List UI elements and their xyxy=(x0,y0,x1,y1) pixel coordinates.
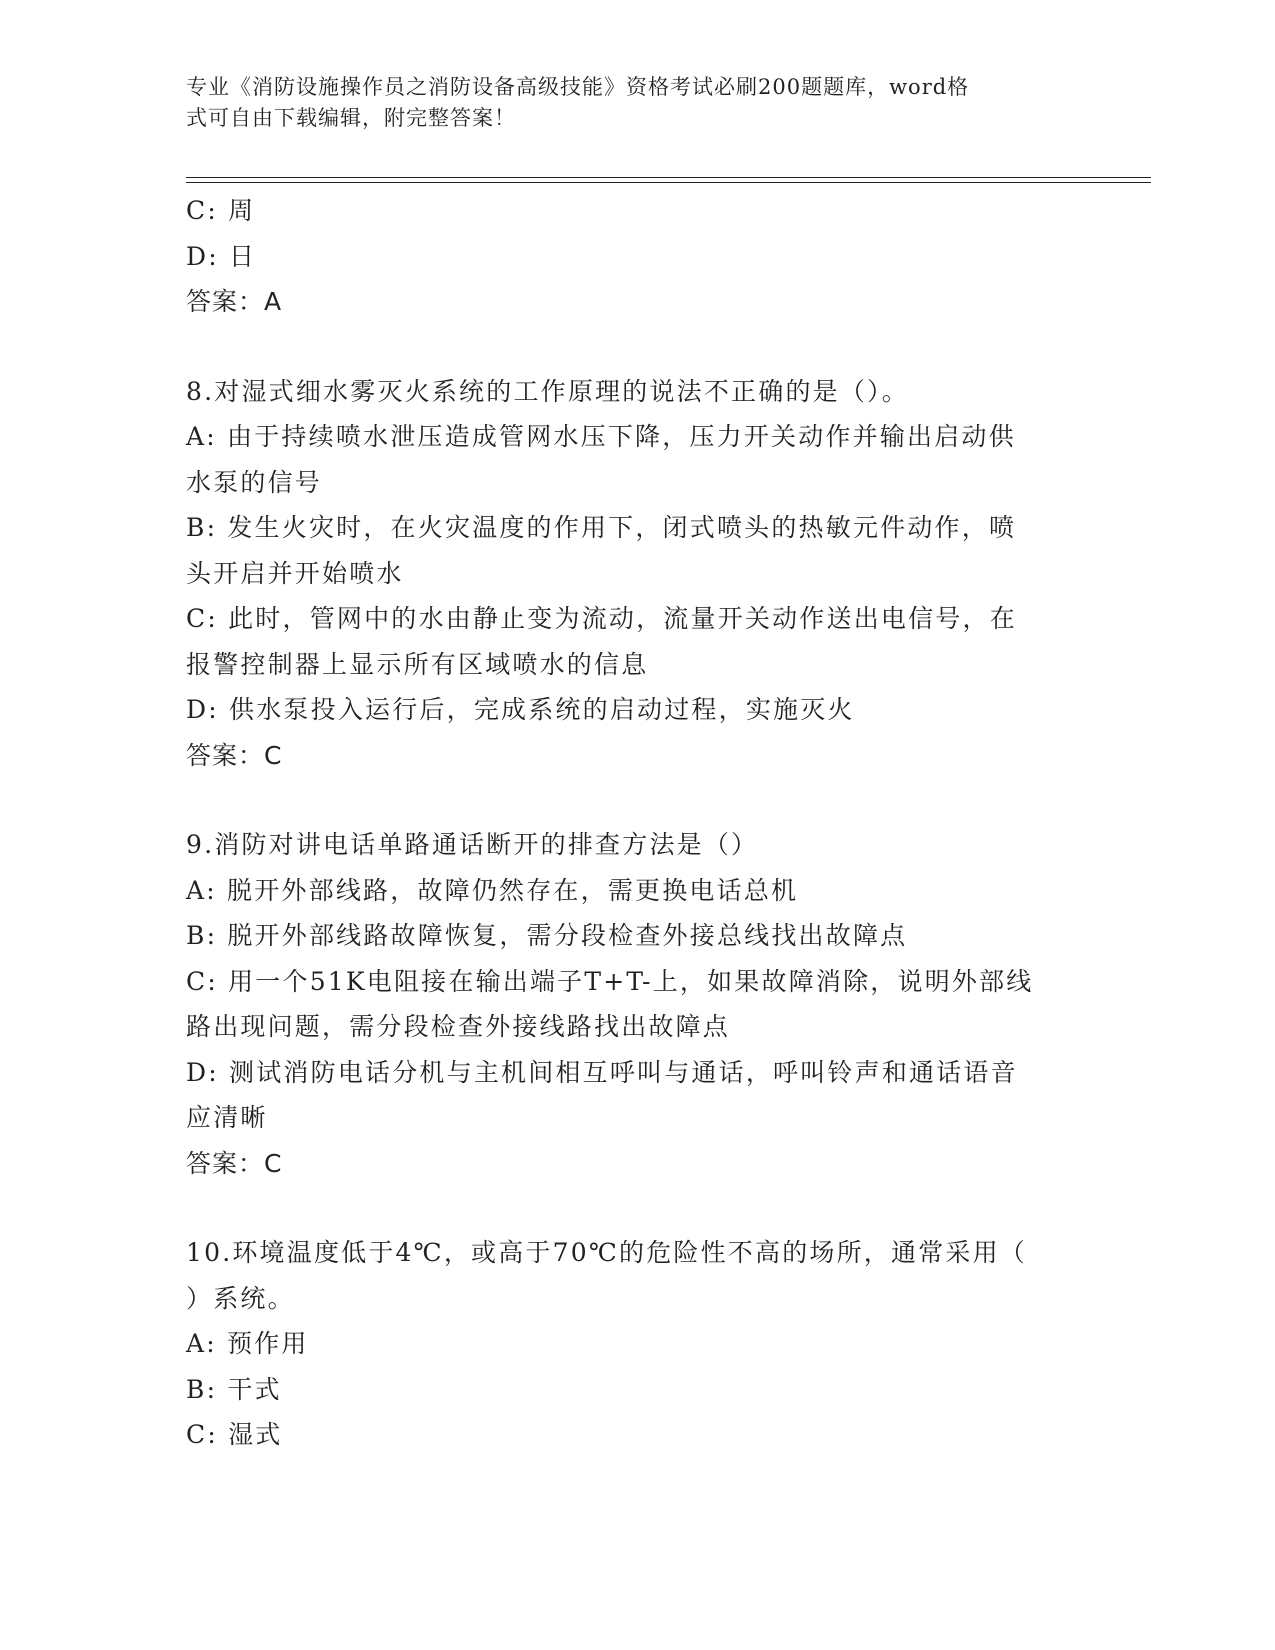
option-b: B: 干式 xyxy=(186,1374,282,1404)
option-d-cont: 应清晰 xyxy=(186,1103,268,1132)
option-c: C: 湿式 xyxy=(186,1420,283,1449)
page-header xyxy=(186,72,1086,134)
option-b: B: 发生火灾时，在火灾温度的作用下，闭式喷头的热敏元件动作，喷 xyxy=(186,513,1017,542)
question-8 xyxy=(186,369,1086,779)
question-10 xyxy=(186,1230,1086,1458)
option-c-cont: 报警控制器上显示所有区域喷水的信息 xyxy=(186,649,649,679)
option-b-cont: 头开启并开始喷水 xyxy=(186,558,404,588)
question-7-tail xyxy=(186,188,1086,325)
question-9 xyxy=(186,822,1086,1186)
option-c: C: 用一个51K电阻接在输出端子T+T-上，如果故障消除，说明外部线 xyxy=(186,966,1034,996)
answer: 答案：C xyxy=(186,740,283,770)
option-a: A: 预作用 xyxy=(186,1329,309,1358)
option-c-cont: 路出现问题，需分段检查外接线路找出故障点 xyxy=(186,1012,731,1041)
answer: 答案：C xyxy=(186,1148,283,1178)
option-c: C: 此时，管网中的水由静止变为流动，流量开关动作送出电信号，在 xyxy=(186,604,1017,633)
answer: 答案：A xyxy=(186,287,283,316)
header-divider-top xyxy=(186,177,1151,178)
option-a: A: 由于持续喷水泄压造成管网水压下降，压力开关动作并输出启动供 xyxy=(186,422,1016,451)
question-text: 8.对湿式细水雾灭火系统的工作原理的说法不正确的是（）。 xyxy=(186,376,909,406)
header-divider-bottom xyxy=(186,182,1151,183)
option-d: D: 测试消防电话分机与主机间相互呼叫与通话，呼叫铃声和通话语音 xyxy=(186,1057,1018,1087)
question-text: 9.消防对讲电话单路通话断开的排查方法是（） xyxy=(186,830,759,859)
question-text-cont: ）系统。 xyxy=(186,1283,295,1313)
option-d: D: 日 xyxy=(186,241,257,271)
option-a: A: 脱开外部线路，故障仍然存在，需更换电话总机 xyxy=(186,875,799,905)
header-line-2: 式可自由下载编辑，附完整答案！ xyxy=(186,106,516,130)
option-d: D: 供水泵投入运行后，完成系统的启动过程，实施灭火 xyxy=(186,695,855,724)
option-b: B: 脱开外部线路故障恢复，需分段检查外接总线找出故障点 xyxy=(186,921,908,950)
option-c: C: 周 xyxy=(186,196,256,225)
question-text: 10.环境温度低于4℃，或高于70℃的危险性不高的场所，通常采用（ xyxy=(186,1238,1028,1267)
option-a-cont: 水泵的信号 xyxy=(186,467,323,497)
header-line-1: 专业《消防设施操作员之消防设备高级技能》资格考试必刷200题题库，word格 xyxy=(186,75,970,99)
document-body xyxy=(186,188,1086,1458)
